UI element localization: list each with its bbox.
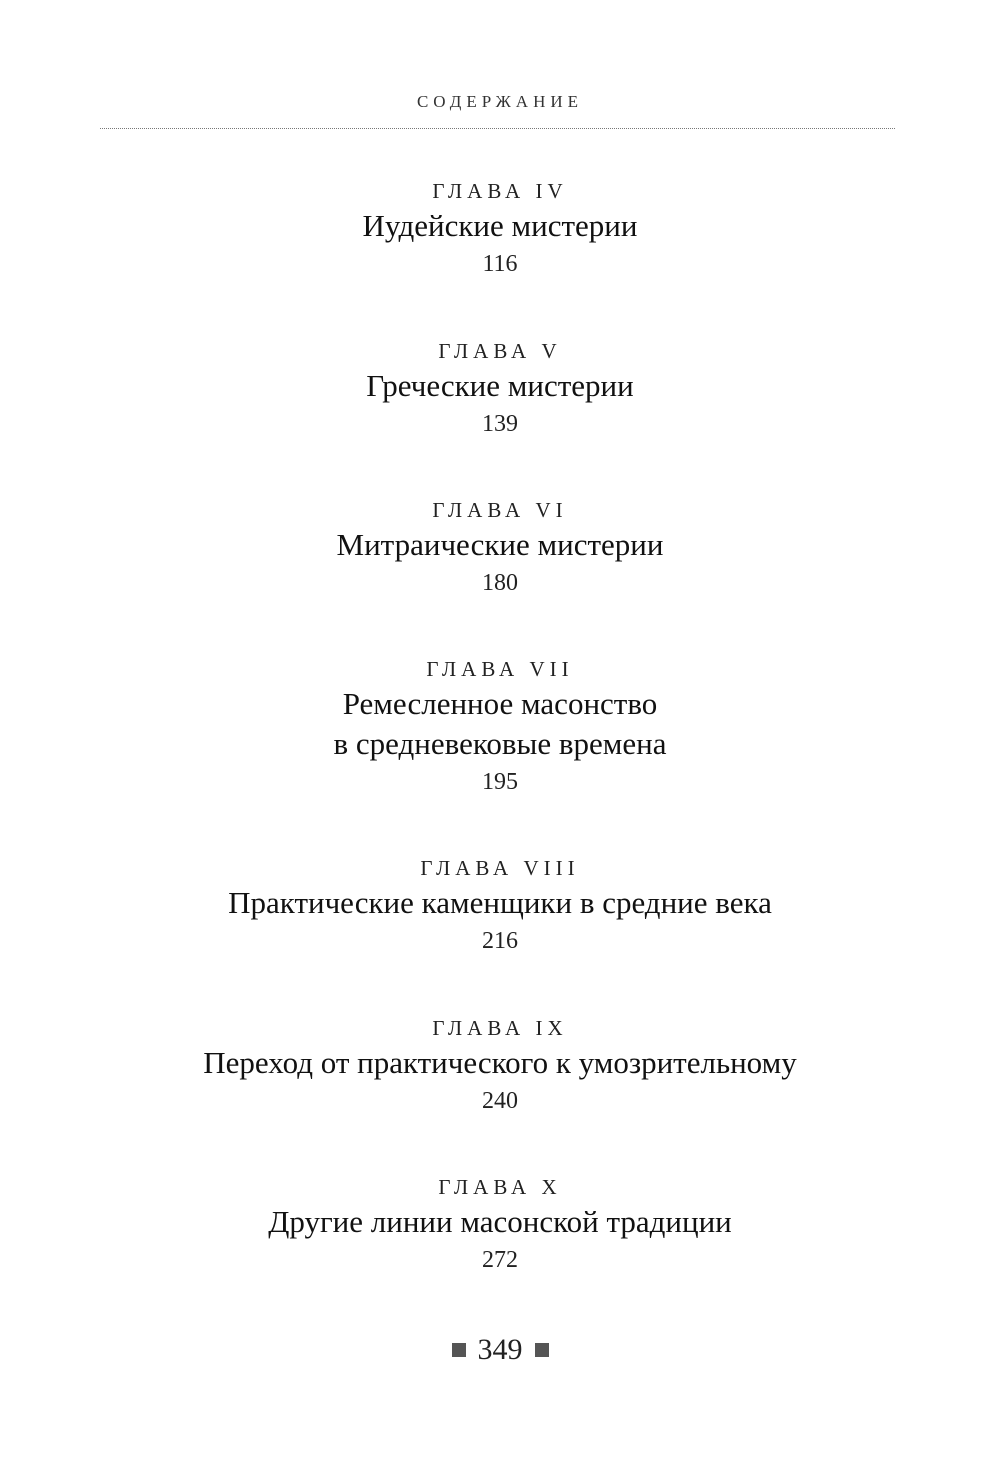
toc-entry-4[interactable] (0, 176, 1000, 282)
toc-entry-9[interactable] (0, 1013, 1000, 1119)
chapter-page: 180 (482, 570, 518, 596)
chapter-title: Греческие мистерии (366, 368, 634, 403)
chapter-label: ГЛАВА IV (432, 179, 568, 203)
chapter-page: 216 (482, 928, 518, 954)
toc-entry-5[interactable] (0, 336, 1000, 442)
chapter-page: 272 (482, 1247, 518, 1273)
chapter-title-line-2: в средневековые времена (333, 726, 667, 761)
chapter-title: Другие линии масонской традиции (268, 1204, 732, 1239)
chapter-label: ГЛАВА V (438, 339, 562, 363)
page-folio (0, 1330, 1000, 1370)
chapter-label: ГЛАВА VI (432, 498, 568, 522)
toc-entry-8[interactable] (0, 853, 1000, 959)
chapter-title: Иудейские мистерии (362, 208, 638, 243)
chapter-page: 240 (482, 1088, 518, 1114)
running-head: СОДЕРЖАНИЕ (416, 92, 584, 111)
chapter-page: 116 (482, 251, 518, 277)
chapter-page: 139 (482, 411, 518, 437)
page-number: 349 (477, 1333, 523, 1366)
chapter-label: ГЛАВА X (438, 1175, 562, 1199)
chapter-title: Ремесленное масонство (342, 686, 658, 721)
chapter-label: ГЛАВА IX (432, 1016, 568, 1040)
chapter-page: 195 (482, 769, 518, 795)
chapter-title: Переход от практического к умозрительному (203, 1045, 797, 1080)
toc-entry-7[interactable] (0, 654, 1000, 800)
ornament-right-icon (535, 1343, 549, 1357)
chapter-label: ГЛАВА VIII (420, 856, 580, 880)
ornament-left-icon (452, 1343, 466, 1357)
chapter-title: Митраические мистерии (336, 527, 664, 562)
chapter-label: ГЛАВА VII (426, 657, 574, 681)
chapter-title: Практические каменщики в средние века (228, 885, 772, 920)
toc-entry-6[interactable] (0, 495, 1000, 601)
toc-entry-10[interactable] (0, 1172, 1000, 1278)
header-rule (100, 128, 895, 129)
